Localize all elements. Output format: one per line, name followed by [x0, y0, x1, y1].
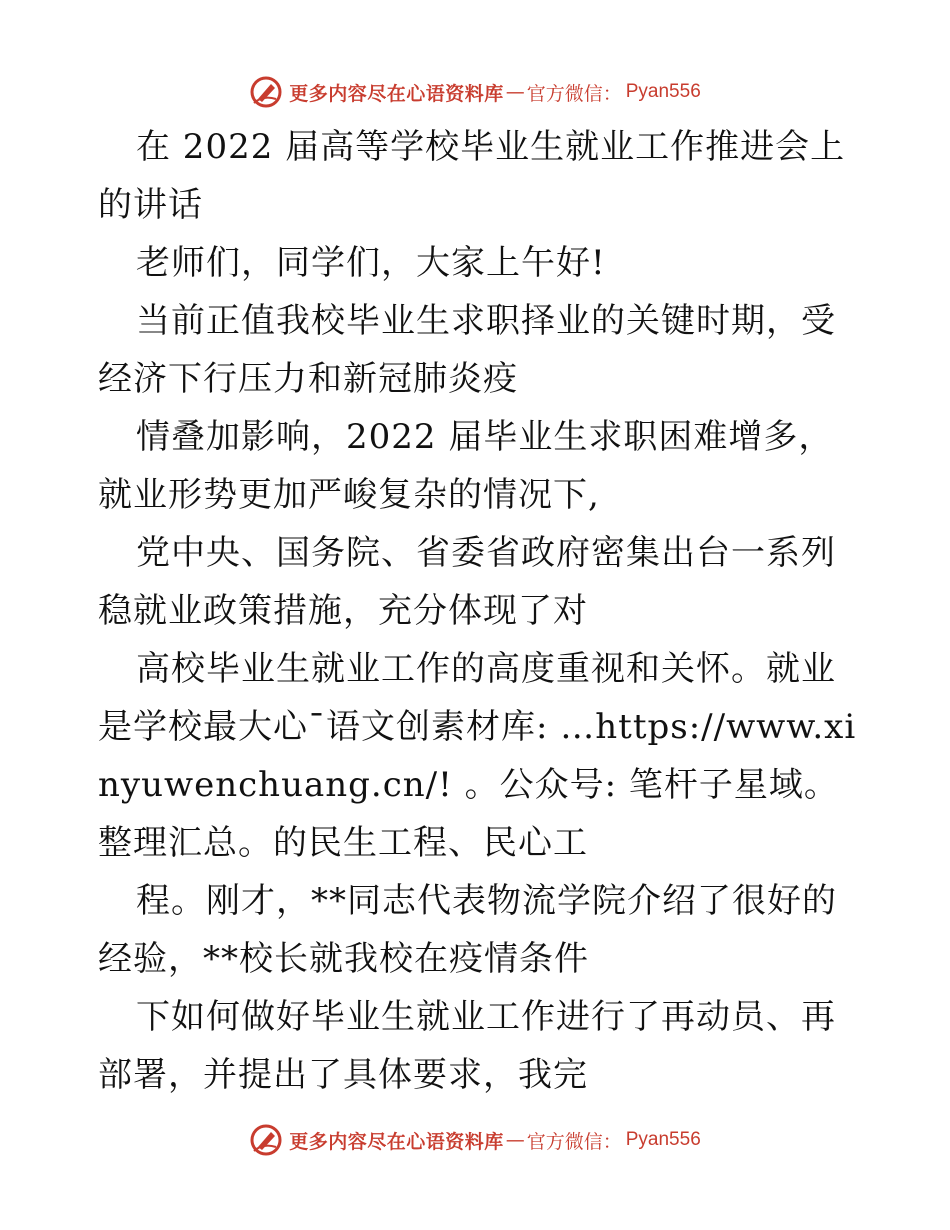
logo-icon	[249, 75, 283, 109]
footer-wechat-id: Pyan556	[625, 1129, 701, 1150]
logo-icon	[249, 1123, 283, 1157]
footer-site-name: 更多内容尽在心语资料库	[289, 1130, 504, 1153]
paragraph: 情叠加影响，2022 届毕业生求职困难增多，就业形势更加严峻复杂的情况下,	[98, 417, 834, 515]
header-site-name: 更多内容尽在心语资料库	[289, 82, 504, 105]
footer-dash: —	[505, 1129, 525, 1151]
footer-banner	[0, 1118, 950, 1162]
paragraph: 高校毕业生就业工作的高度重视和关怀。就业是学校最大心¯语文创素材库: …https://www.xinyuwenchuang.cn/! 。公众号: 笔杆子星域。整理汇总。的民生工程、民心工	[98, 649, 857, 863]
header-wechat-label: 官方微信：	[526, 82, 622, 105]
paragraph: 当前正值我校毕业生求职择业的关键时期，受经济下行压力和新冠肺炎疫	[98, 301, 836, 399]
paragraph: 下如何做好毕业生就业工作进行了再动员、再部署，并提出了具体要求，我完	[98, 997, 836, 1095]
document-body	[98, 118, 858, 1104]
header-dash: —	[505, 81, 525, 103]
paragraph-greeting: 老师们，同学们，大家上午好!	[136, 243, 606, 283]
paragraph: 程。刚才，**同志代表物流学院介绍了很好的经验，**校长就我校在疫情条件	[98, 881, 837, 979]
header-wechat-id: Pyan556	[625, 81, 701, 102]
header-banner	[0, 70, 950, 114]
paragraph: 党中央、国务院、省委省政府密集出台一系列稳就业政策措施，充分体现了对	[98, 533, 836, 631]
footer-wechat-label: 官方微信：	[526, 1130, 622, 1153]
paragraph-title: 在 2022 届高等学校毕业生就业工作推进会上的讲话	[98, 127, 846, 225]
